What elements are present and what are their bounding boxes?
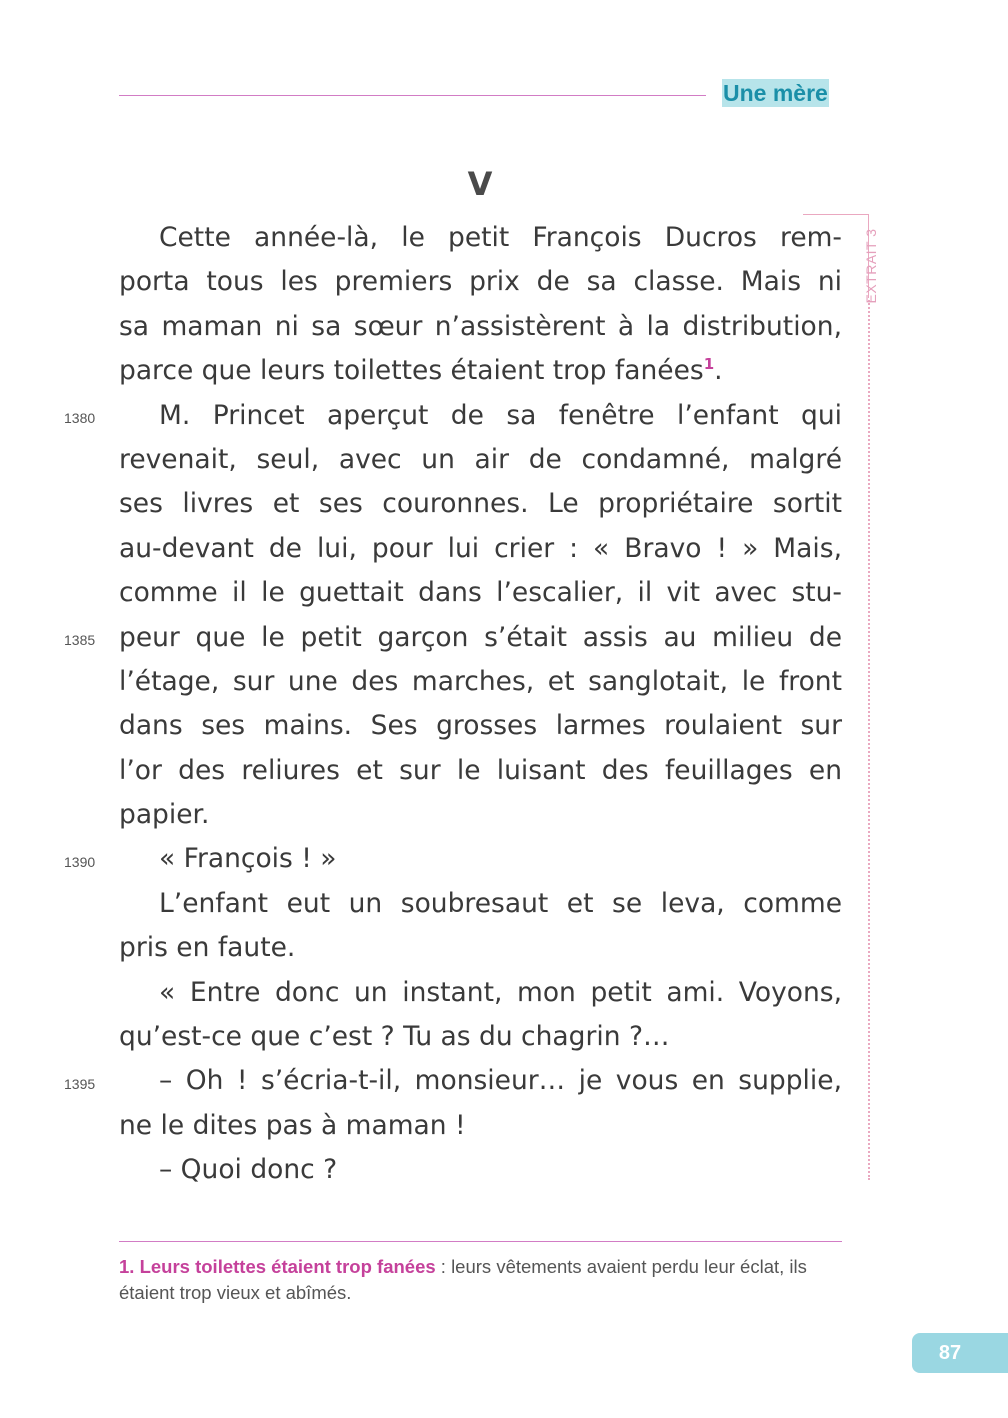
text-line: porta tous les premiers prix de sa classe. Mais ni [119,266,842,298]
text-line: l’étage, sur une des marches, et sanglotait, le front [119,665,842,697]
page-number: 87 [938,1342,962,1364]
side-marker-top-rule [803,214,868,215]
line-number: 1395 [64,1076,96,1092]
text-line: L’enfant eut un soubresaut et se leva, comme [159,887,842,919]
footnote [119,1254,844,1306]
text-line: – Quoi donc ? [159,1154,338,1186]
text-line: Cette année-là, le petit François Ducros rem- [159,222,842,253]
footnote-definition: : leurs vêtements avaient perdu leur éclat, ils étaient trop vieux et abîmés. [119,1256,807,1303]
extract-label [856,226,886,306]
text-line: M. Princet aperçut de sa fenêtre l’enfant qui [159,399,842,431]
text-line [119,349,842,393]
text-line: qu’est-ce que c’est ? Tu as du chagrin ?… [119,1021,670,1053]
text-line: « Entre donc un instant, mon petit ami. Voyons, [159,976,842,1008]
text-line-content: parce que leurs toilettes étaient trop fanées [119,355,704,387]
text-line: ne le dites pas à maman ! [119,1109,466,1141]
line-number: 1390 [64,854,96,870]
text-line-end: . [714,355,723,387]
line-number: 1385 [64,632,96,648]
text-line: comme il le guettait dans l’escalier, il vit avec stu- [119,577,842,609]
body-text [119,216,842,1193]
footnote-reference[interactable]: 1 [703,355,715,374]
text-line: dans ses mains. Ses grosses larmes roulaient sur [119,710,842,742]
footnote-rule [119,1241,842,1242]
side-marker-dotted-rule [868,300,870,1180]
footnote-number: 1. [119,1256,135,1277]
extract-label-text: EXTRAIT 3 [863,228,879,304]
footnote-term: Leurs toilettes étaient trop fanées [139,1256,436,1277]
text-line: l’or des reliures et sur le luisant des feuillages en [119,754,842,786]
text-line: peur que le petit garçon s’était assis au milieu de [119,621,842,653]
text-line: ses livres et ses couronnes. Le propriétaire sortit [119,488,842,520]
header-rule [119,95,706,96]
text-line: sa maman ni sa sœur n’assistèrent à la distribution, [119,310,842,342]
chapter-number: V [467,165,493,203]
text-line: pris en faute. [119,932,296,964]
running-header-title: Une mère [723,80,828,106]
line-number: 1380 [64,410,96,426]
text-line: revenait, seul, avec un air de condamné, malgré [119,443,842,475]
text-line: « François ! » [159,843,337,875]
text-line: papier. [119,799,210,831]
page-number-tab [912,1333,1008,1373]
text-line: – Oh ! s’écria-t-il, monsieur… je vous en supplie, [159,1065,842,1097]
text-line: au-devant de lui, pour lui crier : « Bravo ! » Mais, [119,532,842,564]
